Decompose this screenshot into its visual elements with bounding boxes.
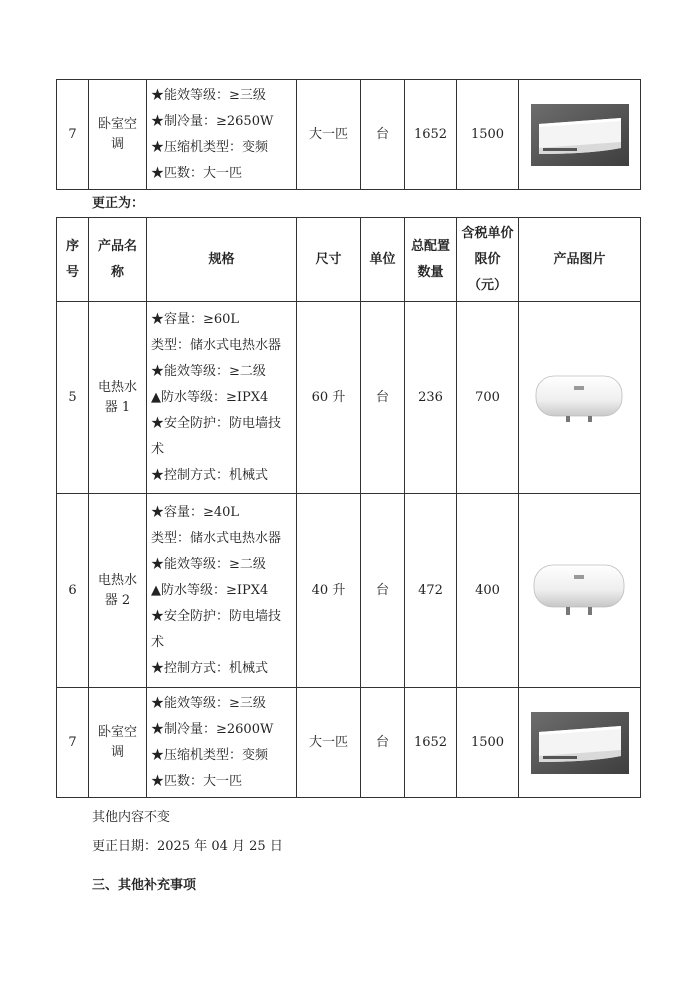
spec-line: ★安全防护：防电墙技术 (151, 608, 282, 650)
seq-cell: 7 (57, 688, 89, 798)
spec-line: ★匹数：大一匹 (151, 165, 243, 181)
unit-cell: 台 (361, 688, 405, 798)
price-cell: 700 (457, 302, 519, 494)
spec-cell (147, 80, 297, 190)
header-seq: 序号 (57, 218, 89, 302)
size-cell: 大一匹 (297, 80, 361, 190)
qty-cell: 1652 (405, 688, 457, 798)
correction-label: 更正为： (92, 196, 145, 211)
seq-cell: 5 (57, 302, 89, 494)
spec-line: 类型：储水式电热水器 (151, 530, 282, 546)
image-cell (519, 494, 641, 688)
spec-line: ★能效等级：≥三级 (151, 87, 266, 103)
header-unit: 单位 (361, 218, 405, 302)
spec-line: 类型：储水式电热水器 (151, 337, 282, 353)
size-cell: 60 升 (297, 302, 361, 494)
spec-cell (147, 494, 297, 688)
product-name-cell: 电热水器 1 (89, 302, 147, 494)
air-conditioner-image (531, 104, 629, 166)
header-price: 含税单价限价（元） (457, 218, 519, 302)
seq-cell: 6 (57, 494, 89, 688)
spec-line: ★压缩机类型：变频 (151, 139, 269, 155)
price-cell: 1500 (457, 80, 519, 190)
air-conditioner-image (531, 712, 629, 774)
spec-line: ★能效等级：≥二级 (151, 556, 266, 572)
unit-cell: 台 (361, 80, 405, 190)
size-cell: 40 升 (297, 494, 361, 688)
header-size: 尺寸 (297, 218, 361, 302)
spec-line: ▲防水等级：≥IPX4 (151, 582, 269, 598)
spec-line: ★制冷量：≥2650W (151, 113, 274, 129)
other-content-note: 其他内容不变 (92, 810, 171, 825)
spec-line: ★能效等级：≥三级 (151, 695, 266, 711)
spec-line: ★匹数：大一匹 (151, 773, 243, 789)
size-cell: 大一匹 (297, 688, 361, 798)
spec-line: ★控制方式：机械式 (151, 467, 269, 483)
header-spec: 规格 (147, 218, 297, 302)
spec-line: ★容量：≥40L (151, 504, 240, 520)
spec-line: ★压缩机类型：变频 (151, 747, 269, 763)
section-title: 三、其他补充事项 (92, 878, 197, 893)
unit-cell: 台 (361, 494, 405, 688)
spec-line: ★能效等级：≥二级 (151, 363, 266, 379)
original-table (56, 79, 641, 190)
price-cell: 400 (457, 494, 519, 688)
unit-cell: 台 (361, 302, 405, 494)
qty-cell: 1652 (405, 80, 457, 190)
header-name: 产品名称 (89, 218, 147, 302)
table-row (57, 494, 641, 688)
spec-line: ★制冷量：≥2600W (151, 721, 274, 737)
price-cell: 1500 (457, 688, 519, 798)
spec-cell (147, 302, 297, 494)
image-cell (519, 302, 641, 494)
product-name-cell: 卧室空调 (89, 80, 147, 190)
correction-date: 更正日期：2025 年 04 月 25 日 (92, 839, 283, 854)
header-qty: 总配置数量 (405, 218, 457, 302)
image-cell (519, 688, 641, 798)
spec-line: ▲防水等级：≥IPX4 (151, 389, 269, 405)
qty-cell: 236 (405, 302, 457, 494)
seq-cell: 7 (57, 80, 89, 190)
table-row (57, 688, 641, 798)
table-row (57, 80, 641, 190)
qty-cell: 472 (405, 494, 457, 688)
header-row (57, 218, 641, 302)
image-cell (519, 80, 641, 190)
water-heater-image (530, 561, 630, 621)
water-heater-image (532, 370, 628, 426)
spec-cell (147, 688, 297, 798)
spec-line: ★容量：≥60L (151, 311, 240, 327)
product-name-cell: 卧室空调 (89, 688, 147, 798)
header-image: 产品图片 (519, 218, 641, 302)
spec-line: ★安全防护：防电墙技术 (151, 415, 282, 457)
product-name-cell: 电热水器 2 (89, 494, 147, 688)
table-row (57, 302, 641, 494)
corrected-table (56, 217, 641, 798)
spec-line: ★控制方式：机械式 (151, 660, 269, 676)
